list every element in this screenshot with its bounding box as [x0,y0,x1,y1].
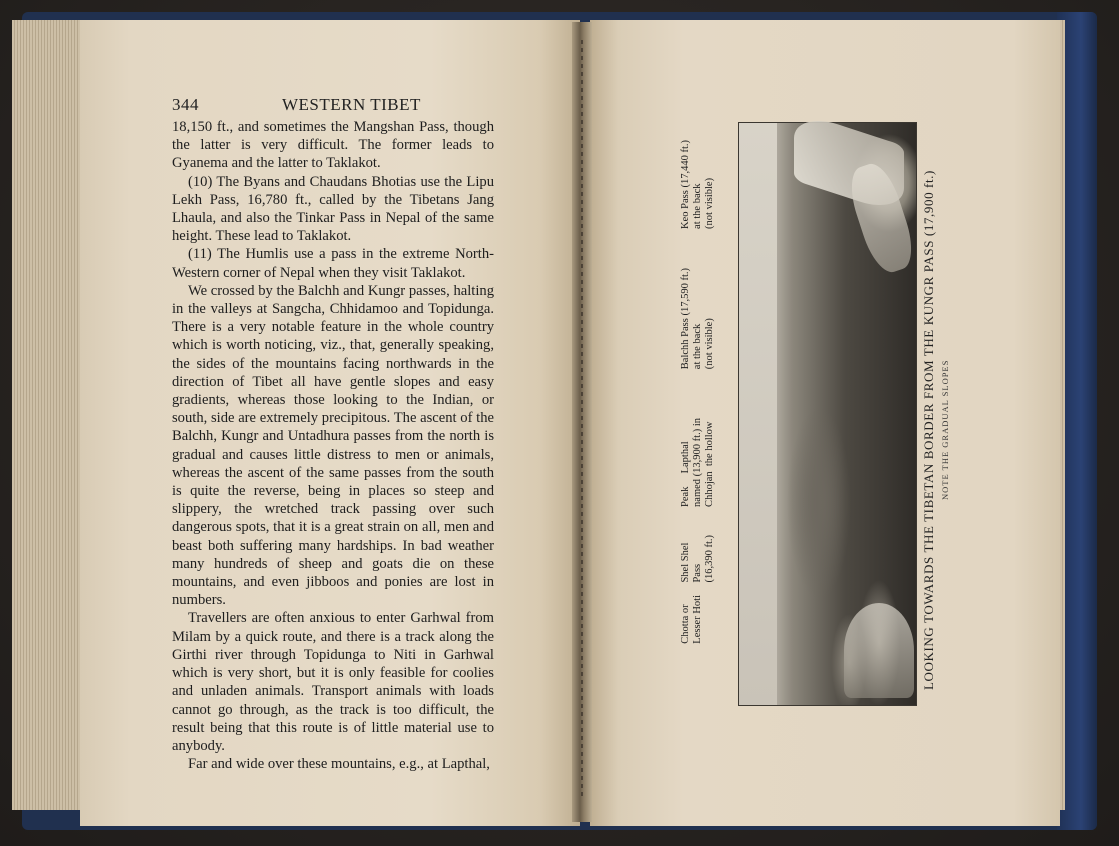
binding-thread [581,40,583,800]
paragraph: (11) The Humlis use a pass in the extreme North-Western corner of Nepal when they visit Taklakot. [172,246,494,281]
page-number: 344 [172,95,199,114]
snow-patch [843,159,920,278]
photo-caption-note: NOTE THE GRADUAL SLOPES [940,359,950,501]
photo-sky [739,123,777,705]
paragraph: Far and wide over these mountains, e.g., at Lapthal, [188,756,490,773]
mountain-photograph [738,122,917,706]
photo-label-peak-lapthal: Peak Lapthal named (13,900 ft.) in Chhojan the hollow [680,418,715,507]
snow-patch [844,603,914,698]
paragraph: We crossed by the Balchh and Kungr passes, halting in the valleys at Sangcha, Chhidamoo and Topidunga. There is a very notable feature in the whole country which is worth noticing, viz., that, generally speaking, the sides of the mountains facing northwards in the direction of Tibet all have gentle slopes and easy gradients, whereas those looking to the Indian, or south, side are extremely precipitous. The ascent of the Balchh, Kungr and Untadhura passes from the north is gradual and causes little distress to men or animals, whereas the ascent of the same passes from the south is quite the reverse, being in places so steep and slippery, the wretched track passing over such dangerous spots, that it is a great strain on all, men and beast both suffering many hardships. In bad weather many hundreds of sheep and goats die on these mountains, and even jibboos and ponies are lost in numbers. [172,282,494,609]
photo-label-shel-shel: Shel Shel Pass (16,390 ft.) [680,535,715,583]
page-edges-left [12,20,82,810]
body-text [172,118,494,773]
photo-label-chotta: Chotta or Lesser Hoti [680,595,703,644]
paragraph: Travellers are often anxious to enter Garhwal from Milam by a quick route, and there is a track along the Girthi river through Topidunga to Niti in Garhwal which is very short, but it is only feasible for coolies and unladen animals. Transport animals with loads cannot go through, as the track is too difficult, the result being that this route is of little material use to anybody. [172,610,494,754]
photo-caption: LOOKING TOWARDS THE TIBETAN BORDER FROM THE KUNGR PASS (17,900 ft.) [921,170,936,690]
running-head [172,95,492,115]
paragraph: (10) The Byans and Chaudans Bhotias use the Lipu Lekh Pass, 16,780 ft., called by the Tibetans Jang Lhaula, and also the Tinkar Pass in Nepal of the same height. These lead to Taklakot. [172,173,494,245]
paragraph: 18,150 ft., and sometimes the Mangshan Pass, though the latter is very difficult. The former leads to Gyanema and the latter to Taklakot. [172,119,494,172]
photo-label-keo-pass: Keo Pass (17,440 ft.) at the back (not visible) [680,140,715,229]
running-head-title: WESTERN TIBET [282,95,421,114]
photo-label-balchh-pass: Balchh Pass (17,590 ft.) at the back (not visible) [680,268,715,370]
